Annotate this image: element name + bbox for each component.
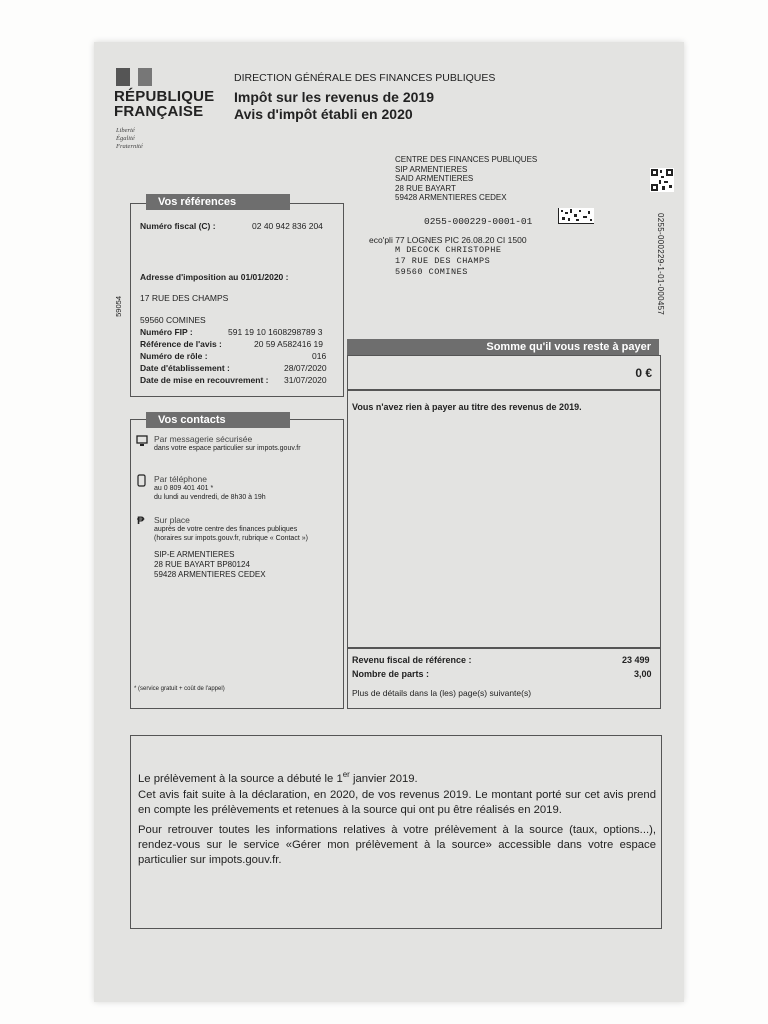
telephone-title: Par téléphone <box>154 474 207 484</box>
etablissement-label: Date d'établissement : <box>140 363 230 373</box>
sender-line: 59428 ARMENTIERES CEDEX <box>395 193 507 202</box>
document-title: Impôt sur les revenus de 2019 <box>234 89 434 105</box>
motto-fraternite: Fraternité <box>116 143 143 150</box>
info-p1-end: janvier 2019. <box>349 772 418 785</box>
numero-fiscal-label: Numéro fiscal (C) : <box>140 221 216 231</box>
sender-line: 28 RUE BAYART <box>395 183 456 193</box>
parts-label: Nombre de parts : <box>352 669 430 679</box>
recipient-city: 59560 COMINES <box>395 267 468 277</box>
parts-value: 3,00 <box>634 669 652 679</box>
location-pin-icon: ₱ <box>137 515 145 527</box>
role-value: 016 <box>312 351 327 361</box>
fip-value: 591 19 10 1608298789 3 <box>228 327 323 337</box>
recipient-street: 17 RUE DES CHAMPS <box>395 256 491 266</box>
contacts-tab: Vos contacts <box>146 412 290 428</box>
details-note: Plus de détails dans la (les) page(s) suivante(s) <box>352 688 532 698</box>
sender-line: SIP ARMENTIERES <box>395 164 468 174</box>
rfr-label: Revenu fiscal de référence : <box>352 655 472 665</box>
republique-francaise-logo-text <box>114 89 214 119</box>
avis-label: Référence de l'avis : <box>140 339 222 349</box>
sur-place-line2: (horaires sur impots.gouv.fr, rubrique « Contact ») <box>154 535 308 542</box>
office-line: 59428 ARMENTIERES CEDEX <box>154 570 266 579</box>
logo-line-2: FRANÇAISE <box>114 103 204 120</box>
service-note: * (service gratuit + coût de l'appel) <box>134 686 225 692</box>
dgfip-heading: DIRECTION GÉNÉRALE DES FINANCES PUBLIQUES <box>234 72 496 84</box>
office-line: 28 RUE BAYART BP80124 <box>154 560 250 569</box>
adresse-street: 17 RUE DES CHAMPS <box>140 293 229 303</box>
sender-address <box>395 155 537 203</box>
phone-icon <box>137 474 146 487</box>
adresse-city: 59560 COMINES <box>140 315 206 325</box>
recipient-address <box>395 245 501 278</box>
recipient-name: M DECOCK CHRISTOPHE <box>395 245 502 255</box>
info-p1-sup: er <box>342 770 350 779</box>
payment-amount: 0 € <box>635 366 652 380</box>
document-subtitle: Avis d'impôt établi en 2020 <box>234 106 413 122</box>
payment-header-text: Somme qu'il vous reste à payer <box>486 341 651 353</box>
office-line: SIP-E ARMENTIERES <box>154 550 235 559</box>
payment-message-box <box>347 389 661 649</box>
motto-egalite: Égalité <box>116 135 135 142</box>
info-paragraph-1 <box>138 767 656 787</box>
messagerie-title: Par messagerie sécurisée <box>154 434 253 444</box>
sender-line: CENTRE DES FINANCES PUBLIQUES <box>395 155 538 164</box>
postage-line: eco'pli 77 LOGNES PIC 26.08.20 CI 1500 <box>369 235 527 245</box>
fip-label: Numéro FIP : <box>140 327 193 337</box>
sender-line: SAID ARMENTIERES <box>395 174 474 183</box>
motto-liberte: Liberté <box>116 127 135 134</box>
recouvrement-value: 31/07/2020 <box>284 375 327 385</box>
rfr-value: 23 499 <box>622 655 650 665</box>
telephone-hours: du lundi au vendredi, de 8h30 à 19h <box>154 494 266 501</box>
payment-header <box>347 339 659 355</box>
info-p1-text: Le prélèvement à la source a débuté le 1 <box>138 772 343 785</box>
mail-reference: 0255-000229-0001-01 <box>424 216 533 227</box>
info-paragraph-3: Pour retrouver toutes les informations relatives à votre prélèvement à la source (taux, options...), rendez-vous sur le service «Gérer mon prélèvement à la source» accessible dans votre espace particulier sur impots.gouv.fr. <box>138 824 656 866</box>
info-paragraph-2: Cet avis fait suite à la déclaration, en 2020, de vos revenus 2019. Le montant porté sur cet avis prend en compte les prélèvements et retenues à la source qui ont pu être réalisés en 2019. <box>138 789 656 816</box>
computer-icon <box>136 435 148 447</box>
sur-place-line1: auprès de votre centre des finances publiques <box>154 526 298 533</box>
references-tab: Vos références <box>146 194 290 210</box>
avis-value: 20 59 A582416 19 <box>254 339 324 349</box>
numero-fiscal-value: 02 40 942 836 204 <box>252 221 323 231</box>
telephone-number: au 0 809 401 401 * <box>154 485 214 492</box>
etablissement-value: 28/07/2020 <box>284 363 327 373</box>
motto <box>116 127 143 151</box>
adresse-label: Adresse d'imposition au 01/01/2020 : <box>140 272 289 282</box>
marianne-logo <box>116 68 152 86</box>
messagerie-text: dans votre espace particulier sur impots.gouv.fr <box>154 445 301 452</box>
side-barcode-text: 0255-000229-1-01-000457 <box>656 213 665 316</box>
logo-line-1: RÉPUBLIQUE <box>114 88 215 105</box>
recouvrement-label: Date de mise en recouvrement : <box>140 375 269 385</box>
sur-place-title: Sur place <box>154 515 190 525</box>
role-label: Numéro de rôle : <box>140 351 208 361</box>
payment-amount-box <box>347 355 661 391</box>
payment-message: Vous n'avez rien à payer au titre des revenus de 2019. <box>352 402 582 412</box>
left-margin-code: 59054 <box>114 296 123 317</box>
qr-code-icon <box>650 168 674 192</box>
datamatrix-code-icon <box>558 208 594 224</box>
